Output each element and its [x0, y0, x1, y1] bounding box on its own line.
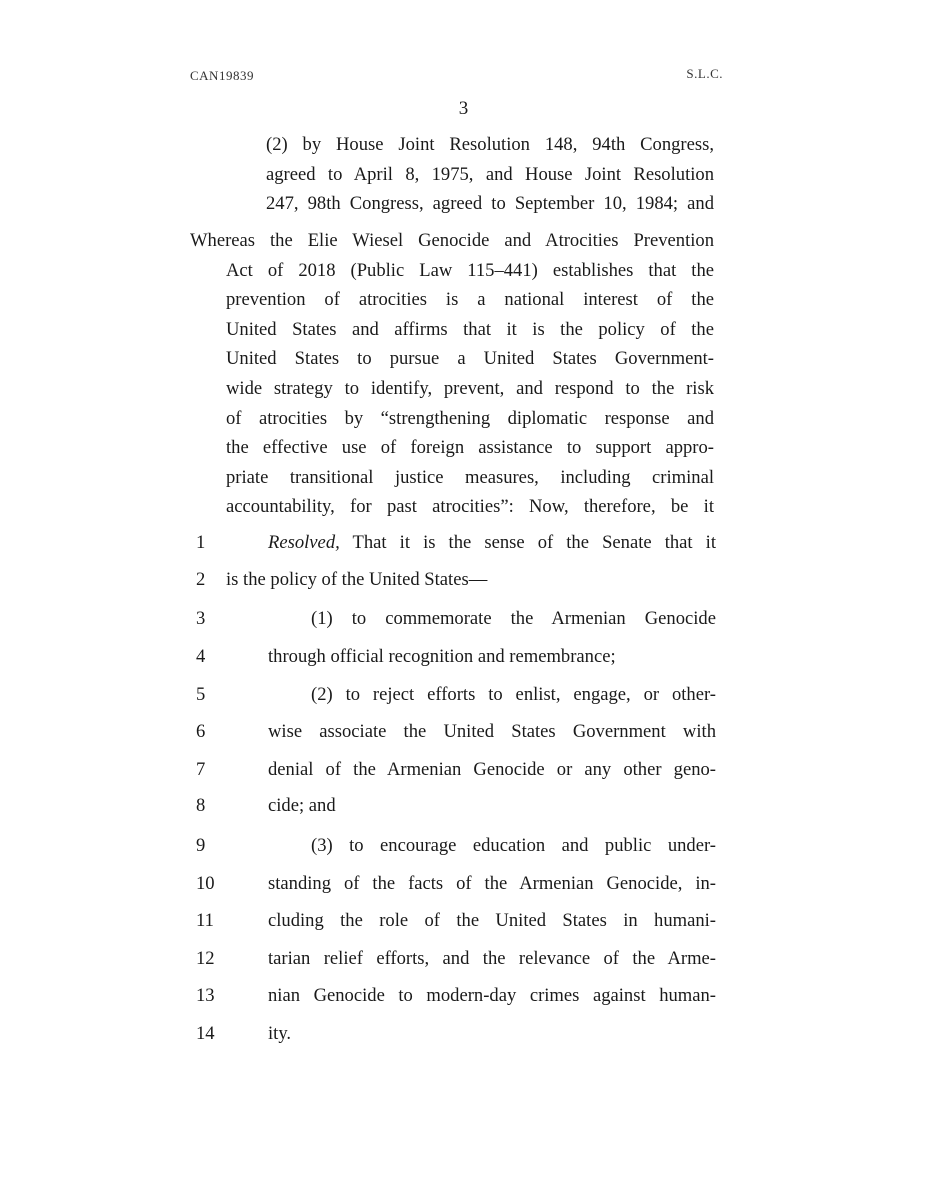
line-number: 7 — [196, 759, 206, 780]
line-row — [0, 604, 927, 634]
line-text — [268, 528, 716, 558]
whereas-line: accountability, for past atrocities”: Now, therefore, be it — [226, 496, 714, 518]
line-row — [0, 680, 927, 710]
line-number: 6 — [196, 721, 206, 742]
whereas-line: wide strategy to identify, prevent, and respond to the risk — [226, 377, 714, 399]
line-row — [0, 944, 927, 974]
document-id: CAN19839 — [190, 68, 254, 83]
line-text-body: That it is the sense of the Senate that it — [352, 532, 716, 553]
resolved-word: Resolved, — [268, 532, 340, 553]
line-row — [0, 831, 927, 861]
line-number: 11 — [196, 910, 214, 931]
line-text: (2) to reject efforts to enlist, engage, or other- — [311, 684, 716, 705]
whereas-line: priate transitional justice measures, including criminal — [226, 466, 714, 488]
line-row — [0, 565, 927, 595]
whereas-clause — [190, 226, 714, 522]
office-code: S.L.C. — [686, 66, 723, 81]
preamble-line: (2) by House Joint Resolution 148, 94th Congress, — [266, 134, 714, 155]
line-number: 1 — [196, 532, 206, 553]
line-row — [0, 791, 927, 821]
line-text: is the policy of the United States— — [226, 569, 488, 590]
line-text: (1) to commemorate the Armenian Genocide — [311, 608, 716, 629]
whereas-line: Whereas the Elie Wiesel Genocide and Atrocities Prevention — [190, 230, 714, 251]
line-row — [0, 1019, 927, 1049]
line-number: 10 — [196, 873, 215, 894]
line-number: 14 — [196, 1023, 215, 1044]
line-text: wise associate the United States Government with — [268, 721, 716, 742]
line-number: 13 — [196, 985, 215, 1006]
line-text: denial of the Armenian Genocide or any other geno- — [268, 759, 716, 780]
line-text: (3) to encourage education and public under- — [311, 835, 716, 856]
line-row — [0, 755, 927, 785]
line-row — [0, 642, 927, 672]
line-number: 8 — [196, 795, 206, 816]
line-text: through official recognition and remembrance; — [268, 646, 616, 667]
line-text: tarian relief efforts, and the relevance of the Arme- — [268, 948, 716, 969]
page-number: 3 — [458, 98, 469, 119]
line-text: ity. — [268, 1023, 292, 1044]
line-text: nian Genocide to modern-day crimes against human- — [268, 985, 716, 1006]
line-text: cluding the role of the United States in humani- — [268, 910, 716, 931]
whereas-line: of atrocities by “strengthening diplomatic response and — [226, 407, 714, 429]
line-row — [0, 528, 927, 558]
line-number: 4 — [196, 646, 206, 667]
line-row — [0, 906, 927, 936]
line-number: 2 — [196, 569, 206, 590]
whereas-line: prevention of atrocities is a national interest of the — [226, 289, 714, 311]
whereas-line: United States and affirms that it is the policy of the — [226, 318, 714, 340]
line-text: cide; and — [268, 795, 336, 816]
line-number: 12 — [196, 948, 215, 969]
line-number: 5 — [196, 684, 206, 705]
line-row — [0, 717, 927, 747]
line-text: standing of the facts of the Armenian Genocide, in- — [268, 873, 716, 894]
whereas-line: the effective use of foreign assistance to support appro- — [226, 437, 714, 459]
line-row — [0, 981, 927, 1011]
whereas-line: Act of 2018 (Public Law 115–441) establishes that the — [226, 259, 714, 281]
preamble-clause-2 — [190, 130, 714, 219]
whereas-line: United States to pursue a United States Government- — [226, 348, 714, 370]
preamble-line: 247, 98th Congress, agreed to September 10, 1984; and — [266, 193, 714, 215]
line-row — [0, 869, 927, 899]
line-number: 9 — [196, 835, 206, 856]
line-number: 3 — [196, 608, 206, 629]
preamble-line: agreed to April 8, 1975, and House Joint Resolution — [266, 163, 714, 185]
